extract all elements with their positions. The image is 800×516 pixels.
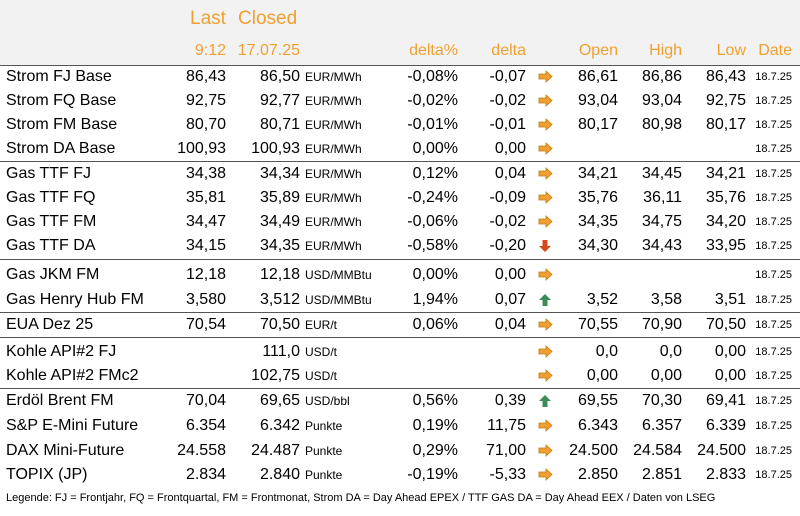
cell-date: 18.7.25 [755, 192, 792, 204]
cell-low: 34,20 [705, 213, 746, 230]
cell-high: 6.357 [641, 417, 682, 434]
header-closed-date: 17.07.25 [237, 42, 300, 59]
table-row [0, 439, 800, 463]
arrow-right-icon [536, 210, 554, 234]
cell-delta: -0,02 [489, 92, 526, 109]
cell-unit: USD/t [305, 345, 338, 359]
cell-open: 34,21 [577, 165, 618, 182]
cell-name: Gas TTF FM [6, 213, 97, 230]
arrow-right-icon [536, 162, 554, 186]
arrow-right-icon [536, 313, 554, 337]
cell-last: 86,43 [185, 68, 226, 85]
cell-last: 34,38 [185, 165, 226, 182]
cell-high: 34,75 [641, 213, 682, 230]
cell-open [560, 137, 618, 161]
cell-high: 70,90 [641, 316, 682, 333]
cell-last: 24.558 [177, 442, 226, 459]
cell-last: 92,75 [185, 92, 226, 109]
cell-low: 33,95 [705, 237, 746, 254]
cell-last [160, 364, 226, 388]
arrow-right-icon [536, 340, 554, 364]
table-row [0, 340, 800, 364]
cell-unit: EUR/MWh [305, 70, 362, 84]
cell-unit: EUR/MWh [305, 94, 362, 108]
cell-unit: Punkte [305, 419, 343, 433]
cell-date: 18.7.25 [755, 346, 792, 358]
cell-open: 6.343 [577, 417, 618, 434]
table-row [0, 186, 800, 210]
cell-open: 70,55 [577, 316, 618, 333]
table-row [0, 65, 800, 89]
table-row [0, 263, 800, 287]
cell-unit: EUR/MWh [305, 215, 362, 229]
cell-last: 6.354 [185, 417, 226, 434]
cell-name: DAX Mini-Future [6, 442, 125, 459]
cell-unit: USD/t [305, 369, 338, 383]
row-separator [0, 65, 800, 66]
cell-delta: 0,07 [494, 291, 526, 308]
table-row [0, 414, 800, 438]
cell-delta: 0,39 [494, 392, 526, 409]
cell-closed: 80,71 [259, 116, 300, 133]
cell-date: 18.7.25 [755, 445, 792, 457]
header-open: Open [578, 42, 618, 59]
cell-open: 34,35 [577, 213, 618, 230]
cell-closed: 34,49 [259, 213, 300, 230]
cell-last [160, 340, 226, 364]
cell-low: 70,50 [705, 316, 746, 333]
cell-delta-pct: 0,06% [412, 316, 458, 333]
cell-unit: USD/MMBtu [305, 268, 372, 282]
cell-last: 80,70 [185, 116, 226, 133]
cell-delta: -0,20 [489, 237, 526, 254]
cell-delta-pct: 0,56% [412, 392, 458, 409]
arrow-up-icon [536, 288, 554, 312]
header-last-time: 9:12 [194, 42, 226, 59]
cell-delta: 0,00 [494, 266, 526, 283]
cell-delta-pct: -0,24% [407, 189, 458, 206]
row-separator [0, 388, 800, 389]
cell-low: 3,51 [714, 291, 746, 308]
cell-name: Erdöl Brent FM [6, 392, 114, 409]
cell-closed: 3,512 [259, 291, 300, 308]
cell-delta-pct: 0,19% [412, 417, 458, 434]
cell-delta-pct: -0,19% [407, 466, 458, 483]
cell-low: 2.833 [705, 466, 746, 483]
cell-unit: Punkte [305, 444, 343, 458]
header-low: Low [716, 42, 746, 59]
arrow-right-icon [536, 463, 554, 487]
cell-open [560, 263, 618, 287]
cell-closed: 70,50 [259, 316, 300, 333]
cell-low: 86,43 [705, 68, 746, 85]
cell-date: 18.7.25 [755, 269, 792, 281]
arrow-right-icon [536, 137, 554, 161]
table-row [0, 162, 800, 186]
cell-high: 34,43 [641, 237, 682, 254]
cell-delta-pct [372, 364, 458, 388]
cell-unit: Punkte [305, 468, 343, 482]
cell-date: 18.7.25 [755, 143, 792, 155]
row-separator [0, 161, 800, 162]
cell-low: 35,76 [705, 189, 746, 206]
cell-delta: 0,04 [494, 165, 526, 182]
cell-open: 3,52 [586, 291, 618, 308]
cell-name: Kohle API#2 FJ [6, 343, 117, 360]
cell-low: 6.339 [705, 417, 746, 434]
arrow-right-icon [536, 89, 554, 113]
table-row [0, 288, 800, 312]
table-row [0, 313, 800, 337]
cell-unit: USD/MMBtu [305, 293, 372, 307]
arrow-right-icon [536, 113, 554, 137]
cell-high [618, 137, 682, 161]
header-last: Last [190, 8, 226, 29]
cell-delta-pct: -0,58% [407, 237, 458, 254]
cell-closed: 102,75 [251, 367, 300, 384]
header-delta-pct: delta% [409, 42, 458, 59]
cell-date: 18.7.25 [755, 216, 792, 228]
cell-name: Strom FJ Base [6, 68, 112, 85]
cell-date: 18.7.25 [755, 469, 792, 481]
arrow-right-icon [536, 414, 554, 438]
cell-open: 2.850 [577, 466, 618, 483]
cell-date: 18.7.25 [755, 95, 792, 107]
row-separator [0, 259, 800, 260]
cell-date: 18.7.25 [755, 71, 792, 83]
cell-closed: 24.487 [251, 442, 300, 459]
cell-open: 80,17 [577, 116, 618, 133]
cell-date: 18.7.25 [755, 294, 792, 306]
cell-unit: EUR/t [305, 318, 338, 332]
header-date: Date [758, 42, 792, 59]
cell-name: TOPIX (JP) [6, 466, 88, 483]
cell-last: 3,580 [185, 291, 226, 308]
cell-name: Kohle API#2 FMc2 [6, 367, 139, 384]
cell-high [618, 263, 682, 287]
legend-footer: Legende: FJ = Frontjahr, FQ = Frontquartal, FM = Frontmonat, Strom DA = Day Ahead EPEX / TTF GAS DA = Day Ahead EEX / Daten von LSEG [6, 492, 716, 504]
cell-high: 70,30 [641, 392, 682, 409]
cell-last: 2.834 [185, 466, 226, 483]
cell-open: 34,30 [577, 237, 618, 254]
table-row [0, 234, 800, 258]
cell-date: 18.7.25 [755, 319, 792, 331]
cell-name: Strom FM Base [6, 116, 118, 133]
cell-date: 18.7.25 [755, 420, 792, 432]
cell-date: 18.7.25 [755, 168, 792, 180]
cell-last: 70,04 [185, 392, 226, 409]
cell-name: Strom FQ Base [6, 92, 117, 109]
cell-name: Gas TTF FQ [6, 189, 96, 206]
cell-date: 18.7.25 [755, 119, 792, 131]
arrow-right-icon [536, 65, 554, 89]
cell-unit: USD/bbl [305, 394, 350, 408]
cell-delta-pct: -0,02% [407, 92, 458, 109]
cell-low: 69,41 [705, 392, 746, 409]
arrow-right-icon [536, 186, 554, 210]
cell-last: 70,54 [185, 316, 226, 333]
row-separator [0, 312, 800, 313]
cell-unit: EUR/MWh [305, 118, 362, 132]
cell-last: 35,81 [185, 189, 226, 206]
cell-closed: 92,77 [259, 92, 300, 109]
cell-name: EUA Dez 25 [6, 316, 94, 333]
cell-open: 86,61 [577, 68, 618, 85]
cell-high: 0,00 [650, 367, 682, 384]
table-row [0, 389, 800, 413]
cell-high: 93,04 [641, 92, 682, 109]
cell-last: 34,47 [185, 213, 226, 230]
cell-low: 0,00 [714, 367, 746, 384]
cell-delta-pct: -0,06% [407, 213, 458, 230]
cell-closed: 12,18 [259, 266, 300, 283]
arrow-right-icon [536, 263, 554, 287]
cell-low: 92,75 [705, 92, 746, 109]
cell-delta-pct: 0,29% [412, 442, 458, 459]
cell-delta-pct [372, 340, 458, 364]
cell-name: Strom DA Base [6, 140, 116, 157]
cell-name: S&P E-Mini Future [6, 417, 139, 434]
cell-closed: 86,50 [259, 68, 300, 85]
cell-low [682, 263, 746, 287]
cell-delta-pct: 1,94% [412, 291, 458, 308]
cell-closed: 111,0 [262, 343, 300, 360]
cell-high: 2.851 [641, 466, 682, 483]
arrow-up-icon [536, 389, 554, 413]
cell-delta-pct: -0,01% [407, 116, 458, 133]
arrow-right-icon [536, 439, 554, 463]
arrow-down-icon [536, 234, 554, 258]
cell-closed: 6.342 [259, 417, 300, 434]
cell-delta-pct: 0,12% [412, 165, 458, 182]
cell-unit: EUR/MWh [305, 239, 362, 253]
cell-closed: 2.840 [259, 466, 300, 483]
cell-high: 0,0 [659, 343, 682, 360]
cell-closed: 34,34 [259, 165, 300, 182]
cell-closed: 34,35 [259, 237, 300, 254]
table-row [0, 210, 800, 234]
cell-name: Gas JKM FM [6, 266, 100, 283]
table-row [0, 463, 800, 487]
cell-unit: EUR/MWh [305, 167, 362, 181]
cell-date: 18.7.25 [755, 395, 792, 407]
table-row [0, 89, 800, 113]
cell-delta: 11,75 [487, 417, 526, 434]
arrow-right-icon [536, 364, 554, 388]
cell-low: 34,21 [705, 165, 746, 182]
cell-delta-pct: 0,00% [412, 266, 458, 283]
cell-delta-pct: -0,08% [407, 68, 458, 85]
cell-closed: 69,65 [259, 392, 300, 409]
table-row [0, 113, 800, 137]
cell-high: 80,98 [641, 116, 682, 133]
cell-delta [458, 364, 526, 388]
cell-last: 12,18 [185, 266, 226, 283]
cell-name: Gas TTF FJ [6, 165, 92, 182]
cell-open: 93,04 [577, 92, 618, 109]
cell-last: 34,15 [185, 237, 226, 254]
cell-open: 0,0 [595, 343, 618, 360]
cell-closed: 35,89 [259, 189, 300, 206]
cell-low: 80,17 [705, 116, 746, 133]
cell-low: 24.500 [697, 442, 746, 459]
cell-date: 18.7.25 [755, 240, 792, 252]
table-header [0, 0, 800, 66]
cell-name: Gas Henry Hub FM [6, 291, 144, 308]
cell-delta-pct: 0,00% [412, 140, 458, 157]
cell-open: 0,00 [586, 367, 618, 384]
cell-high: 3,58 [650, 291, 682, 308]
cell-low [682, 137, 746, 161]
cell-delta: 71,00 [485, 442, 526, 459]
cell-high: 34,45 [641, 165, 682, 182]
cell-high: 36,11 [643, 189, 682, 206]
cell-open: 69,55 [577, 392, 618, 409]
cell-delta: -0,01 [489, 116, 526, 133]
cell-unit: EUR/MWh [305, 142, 362, 156]
cell-delta: -5,33 [489, 466, 526, 483]
cell-high: 86,86 [641, 68, 682, 85]
header-closed: Closed [238, 8, 298, 29]
cell-open: 24.500 [569, 442, 618, 459]
cell-delta: -0,09 [489, 189, 526, 206]
table-row [0, 137, 800, 161]
cell-last: 100,93 [177, 140, 226, 157]
cell-delta: 0,04 [494, 316, 526, 333]
cell-open: 35,76 [577, 189, 618, 206]
cell-unit: EUR/MWh [305, 191, 362, 205]
header-high: High [649, 42, 682, 59]
cell-delta [458, 340, 526, 364]
cell-delta: -0,02 [489, 213, 526, 230]
cell-delta: 0,00 [494, 140, 526, 157]
row-separator [0, 337, 800, 338]
cell-low: 0,00 [714, 343, 746, 360]
cell-name: Gas TTF DA [6, 237, 96, 254]
cell-high: 24.584 [633, 442, 682, 459]
header-delta: delta [491, 42, 526, 59]
table-row [0, 364, 800, 388]
cell-date: 18.7.25 [755, 370, 792, 382]
cell-delta: -0,07 [489, 68, 526, 85]
cell-closed: 100,93 [251, 140, 300, 157]
